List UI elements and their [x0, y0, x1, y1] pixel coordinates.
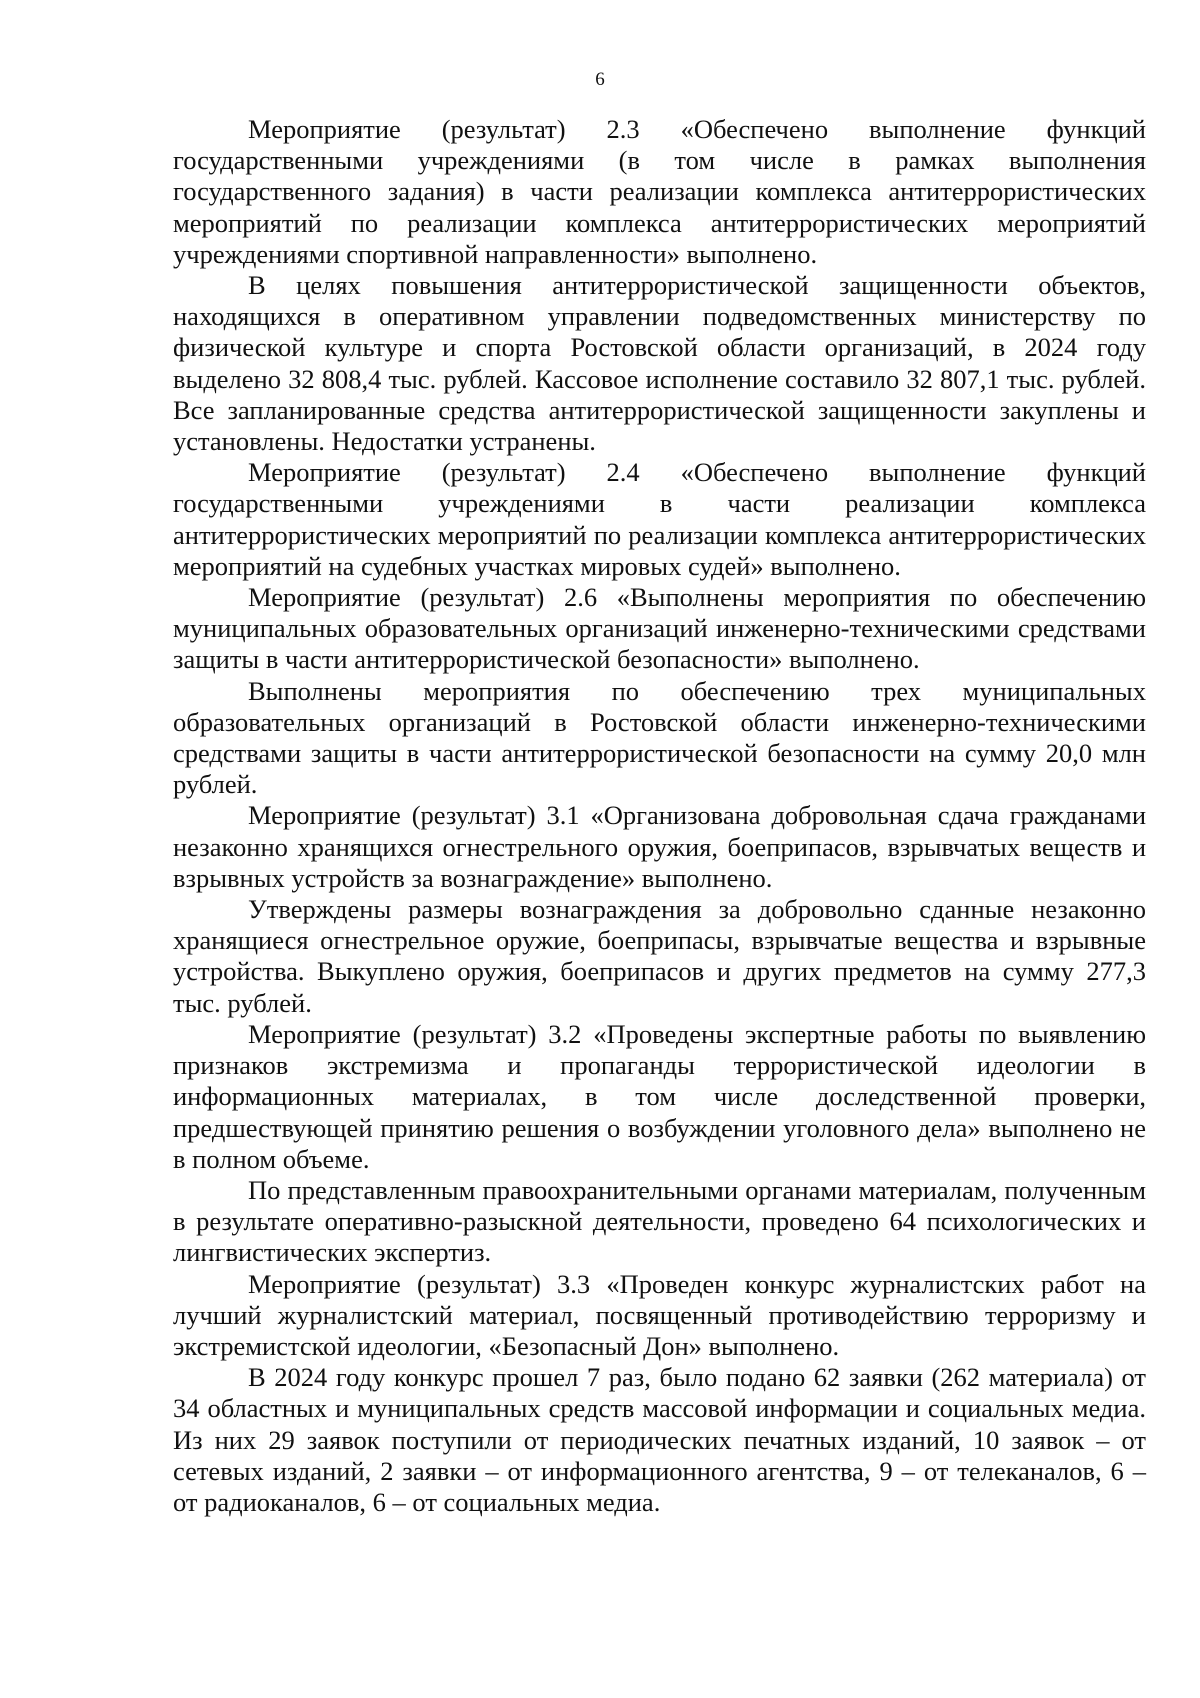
document-body [173, 114, 1146, 1518]
paragraph-event-2-6: Мероприятие (результат) 2.6 «Выполнены мероприятия по обеспечению муниципальных образовательных организаций инженерно-техническими средствами защиты в части антитеррористической безопасности» выполнено. [173, 582, 1146, 675]
paragraph-contest-results: В 2024 году конкурс прошел 7 раз, было подано 62 заявки (262 материала) от 34 областных и муниципальных средств массовой информации и социальных медиа. Из них 29 заявок поступили от периодических печатных изданий, 10 заявок – от сетевых изданий, 2 заявки – от информационного агентства, 9 – от телеканалов, 6 – от радиоканалов, 6 – от социальных медиа. [173, 1362, 1146, 1517]
paragraph-expert-examinations: По представленным правоохранительными органами материалам, полученным в результате оперативно-разыскной деятельности, проведено 64 психологических и лингвистических экспертиз. [173, 1174, 1146, 1268]
paragraph-weapons-buyback: Утверждены размеры вознаграждения за добровольно сданные незаконно хранящиеся огнестрельное оружие, боеприпасы, взрывчатые вещества и взрывные устройства. Выкуплено оружия, боеприпасов и других предметов на сумму 277,3 тыс. рублей. [173, 894, 1146, 1018]
page-number: 6 [595, 69, 605, 90]
paragraph-schools-protection: Выполнены мероприятия по обеспечению трех муниципальных образовательных организаций в Ростовской области инженерно-техническими средствами защиты в части антитеррористической безопасности на сумму 20,0 млн рублей. [173, 675, 1146, 800]
paragraph-event-2-3: Мероприятие (результат) 2.3 «Обеспечено выполнение функций государственными учреждениями (в том числе в рамках выполнения государственного задания) в части реализации комплекса антитеррористических мероприятий по реализации комплекса антитеррористических мероприятий учреждениями спортивной направленности» выполнено. [173, 114, 1146, 269]
paragraph-event-3-3: Мероприятие (результат) 3.3 «Проведен конкурс журналистских работ на лучший журналистский материал, посвященный противодействию терроризму и экстремистской идеологии, «Безопасный Дон» выполнено. [173, 1268, 1146, 1361]
paragraph-event-3-2: Мероприятие (результат) 3.2 «Проведены экспертные работы по выявлению признаков экстремизма и пропаганды террористической идеологии в информационных материалах, в том числе доследственной проверки, предшествующей принятию решения о возбуждении уголовного дела» выполнено не в полном объеме. [173, 1018, 1146, 1174]
paragraph-event-3-1: Мероприятие (результат) 3.1 «Организована добровольная сдача гражданами незаконно хранящихся огнестрельного оружия, боеприпасов, взрывчатых веществ и взрывных устройств за вознаграждение» выполнено. [173, 800, 1146, 893]
paragraph-event-2-4: Мероприятие (результат) 2.4 «Обеспечено выполнение функций государственными учреждениями в части реализации комплекса антитеррористических мероприятий по реализации комплекса антитеррористических мероприятий на судебных участках мировых судей» выполнено. [173, 457, 1146, 581]
paragraph-antiterror-funding: В целях повышения антитеррористической защищенности объектов, находящихся в оперативном управлении подведомственных министерству по физической культуре и спорта Ростовской области организаций, в 2024 году выделено 32 808,4 тыс. рублей. Кассовое исполнение составило 32 807,1 тыс. рублей. Все запланированные средства антитеррористической защищенности закуплены и установлены. Недостатки устранены. [173, 270, 1146, 457]
